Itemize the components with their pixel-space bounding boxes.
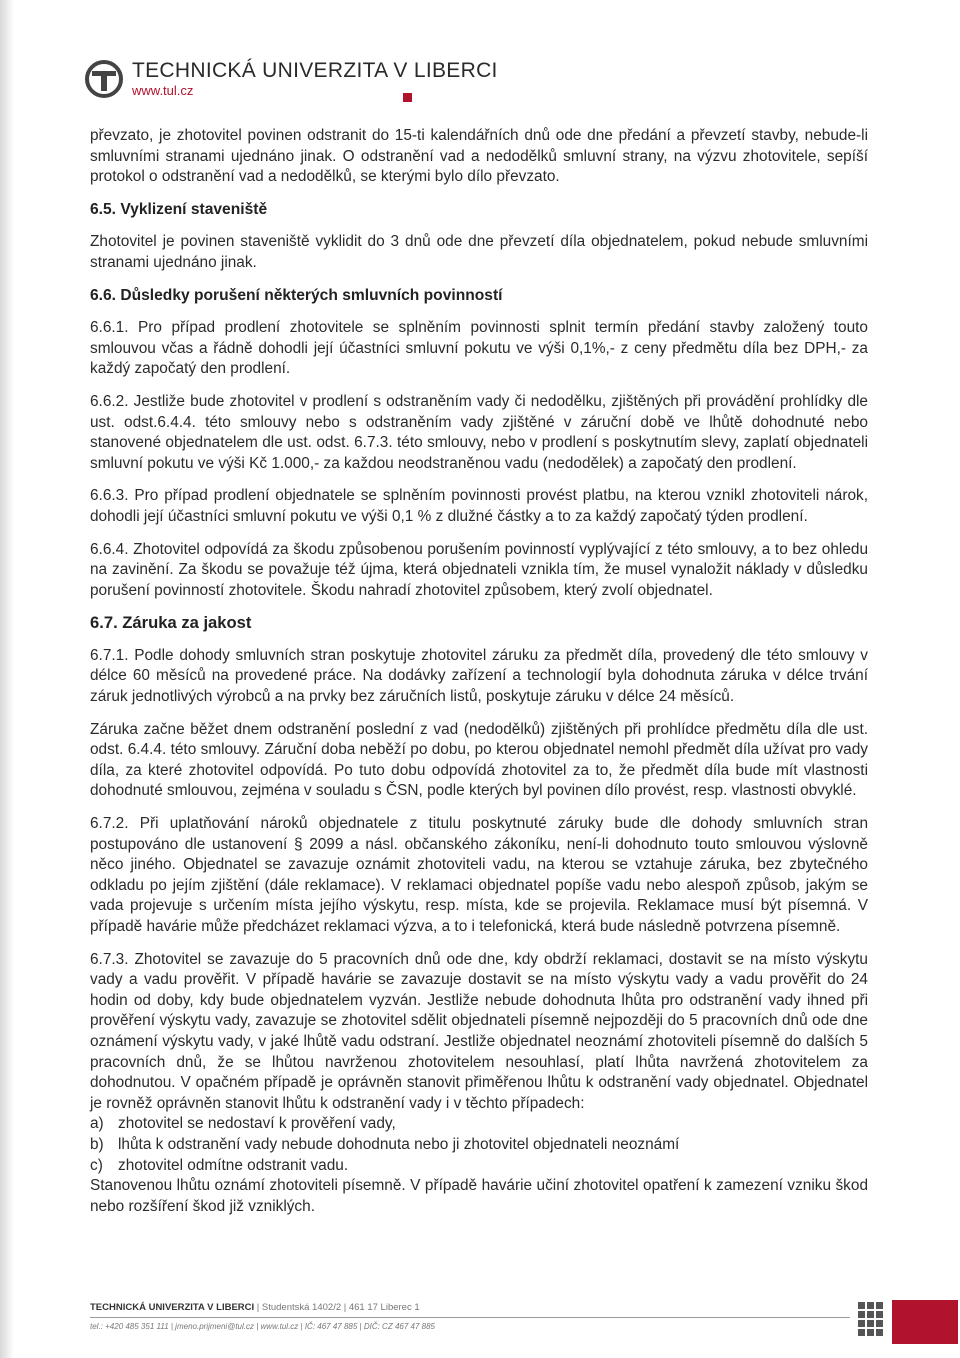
brand-name: TECHNICKÁ UNIVERZITA V LIBERCI [132,58,498,82]
paragraph-6-6-1: 6.6.1. Pro případ prodlení zhotovitele se splněním povinnosti splnit termín předání stavby založený touto smlouvou včas a řádně dohodli její účastníci smluvní pokutu ve výši 0,1%,- z ceny předmětu díla bez DPH,- za každý započatý den prodlení. [90,319,868,378]
footer-contact: tel.: +420 485 351 111 | jmeno.prijmeni@tul.cz | www.tul.cz | IČ: 467 47 885 | DIČ: CZ 467 47 885 [90,1322,435,1331]
brand-accent-square [403,93,412,102]
heading-6-6: 6.6. Důsledky porušení některých smluvních povinností [90,286,503,304]
paragraph-final: Stanovenou lhůtu oznámí zhotoviteli písemně. V případě havárie učiní zhotovitel opatření k zamezení vzniku škod nebo rozšíření škod již vzniklých. [90,1177,868,1215]
paragraph-6-6-2: 6.6.2. Jestliže bude zhotovitel v prodlení s odstraněním vady či nedodělku, zjištěných při provádění prohlídky dle ust. odst.6.4.4. této smlouvy nebo s odstraněním vady zjištěné v záruční době ve lhůtě dohodnuté nebo stanovené objednatelem dle ust. odst. 6.7.3. této smlouvy, nebo v prodlení s poskytnutím slevy, zaplatí objednateli smluvní pokutu ve výši Kč 1.000,- za každou neodstraněnou vadu (nedodělek) a započatý den prodlení. [90,392,868,472]
list-item-text: zhotovitel se nedostaví k prověření vady, [118,1115,396,1133]
list-marker: c) [90,1156,103,1174]
paragraph-6-6-3: 6.6.3. Pro případ prodlení objednatele se splněním povinnosti provést platbu, na kterou vznikl zhotoviteli nárok, dohodli její účastníci smluvní pokutu ve výši 0,1 % z dlužné částky a to za každý započatý týden prodlení. [90,487,868,525]
paragraph-intro: převzato, je zhotovitel povinen odstranit do 15-ti kalendářních dnů ode dne předání a převzetí stavby, nebude-li smluvními stranami ujednáno jinak. O odstranění vad a nedodělků smluvní strany, na výzvu zhotovitele, sepíší protokol o odstranění vad a nedodělků, se kterými bylo dílo převzato. [90,127,868,186]
paragraph-6-7-1: 6.7.1. Podle dohody smluvních stran poskytuje zhotovitel záruku za předmět díla, provedený dle této smlouvy v délce 60 měsíců na provedené práce. Na dodávky zařízení a technologií byla dohodnuta záruka v délce trvání záruk jednotlivých výrobců a na prvky bez záručních listů, poskytuje záruku v délce 24 měsíců. [90,646,868,706]
defect-cases-list [90,1114,868,1176]
list-item [90,1156,868,1177]
list-item [90,1135,868,1156]
paragraph-6-7-2: 6.7.2. Při uplatňování nároků objednatele z titulu poskytnuté záruky bude dle dohody smluvních stran postupováno dle ustanovení § 2099 a násl. občanského zákoníku, není-li dohodnuto touto smlouvou výslovně něco jiného. Objednatel se zavazuje oznámit zhotoviteli vadu, na kterou se vztahuje záruka, bez zbytečného odkladu po jejím zjištění (dále reklamace). V reklamaci objednatel popíše vadu nebo alespoň způsob, jakým se vada projevuje s určením místa jejího výskytu, resp. místa, kde se projevila. Reklamace musí být písemná. V případě havárie může předcházet reklamaci výzva, a to i telefonická, která bude následně potvrzena písemně. [90,815,868,935]
paragraph-6-5: Zhotovitel je povinen staveniště vyklidit do 3 dnů ode dne převzetí díla objednatelem, pokud nebude smluvními stranami ujednáno jinak. [90,233,868,271]
paragraph-6-7-3: 6.7.3. Zhotovitel se zavazuje do 5 pracovních dnů ode dne, kdy obdrží reklamaci, dostavit se na místo výskytu vady a vadu prověřit. V případě havárie se zavazuje dostavit se na místo výskytu vady a vadu prověřit do 24 hodin od doby, kdy bude objednatelem vyzván. Jestliže nebude dohodnuta lhůta pro odstranění vady ihned při prověření výskytu vady, zavazuje se zhotovitel sdělit objednateli písemně nejpozději do 5 pracovních dnů ode dne oznámení výskytu vady, v jaké lhůtě vadu odstraní. Jestliže objednatel neoznámí zhotoviteli písemně do dalších 5 pracovních dnů, že se lhůtou navrženou zhotovitelem nesouhlasí, platí lhůta navržená zhotovitelem za dohodnutou. V opačném případě je oprávněn stanovit přiměřenou lhůtu k odstranění vady objednatel. Objednatel je rovněž oprávněn stanovit lhůtu k odstranění vady i v těchto případech: [90,950,868,1112]
footer-address: | Studentská 1402/2 | 461 17 Liberec 1 [256,1302,420,1313]
paragraph-6-6-4: 6.6.4. Zhotovitel odpovídá za škodu způsobenou porušením povinností vyplývající z této smlouvy, a to bez ohledu na zavinění. Za škodu se považuje též újma, která objednateli vznikla tím, že musel vynaložit náklady v důsledku porušení povinností zhotovitele. Škodu nahradí zhotovitel způsobem, který zvolí objednatel. [90,540,868,599]
heading-6-5: 6.5. Vyklizení staveniště [90,200,268,218]
footer [90,1302,850,1331]
letterhead [84,58,498,100]
footer-org: TECHNICKÁ UNIVERZITA V LIBERCI [90,1302,255,1313]
list-marker: a) [90,1115,104,1133]
scan-edge-shadow [0,0,14,1358]
footer-divider [90,1317,850,1318]
list-item-text: lhůta k odstranění vady nebude dohodnuta nebo ji zhotovitel objednateli neoznámí [118,1135,680,1153]
paragraph-zaruka: Záruka začne běžet dnem odstranění poslední z vad (nedodělků) zjištěných při prohlídce předmětu díla dle ust. odst. 6.4.4. této smlouvy. Záruční doba neběží po dobu, po kterou objednatel nemohl předmět díla užívat pro vady díla, za které zhotovitel odpovídá. Po tuto dobu odpovídá zhotovitel za to, že předmět díla bude mít vlastnosti dohodnuté smlouvou, zejména v souladu s ČSN, podle kterých byl povinen dílo provést, resp. vlastnosti obvyklé. [90,720,868,800]
brand-url: www.tul.cz [132,82,194,98]
university-logo-icon [84,59,124,99]
list-marker: b) [90,1135,104,1153]
footer-accent-block [892,1300,958,1344]
document-body [90,126,868,1217]
list-item-text: zhotovitel odmítne odstranit vadu. [118,1156,349,1174]
footer-grid-icon [858,1302,884,1342]
heading-6-7: 6.7. Záruka za jakost [90,613,252,633]
list-item [90,1114,868,1135]
